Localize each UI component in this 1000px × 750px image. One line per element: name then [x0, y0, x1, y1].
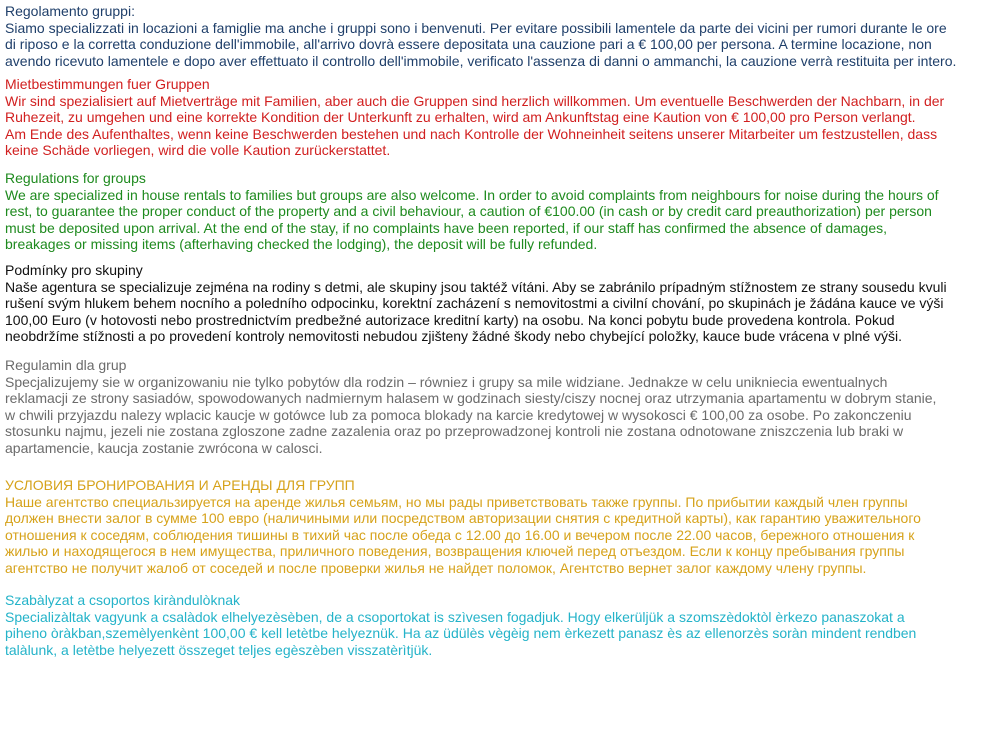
text-line: rušení svým hlukem behem nocního a poledního odpocinku, korektní zacházení s nemovitostmi a civilní chování, po skupinách je žádána kauce ve výši: [5, 295, 944, 311]
text-line: rest, to guarantee the proper conduct of the property and a civil behaviour, a caution of €100.00 (in cash or by credit card preauthorization) per person: [5, 203, 932, 219]
section-italian: [5, 3, 997, 69]
text-line: Wir sind spezialisiert auf Mietverträge mit Familien, aber auch die Gruppen sind herzlich willkommen. Um eventuelle Beschwerden der Nachbarn, in der: [5, 92, 945, 109]
text-line: Naše agentura se specializuje zejména na rodiny s detmi, ale skupiny jsou taktéž vítáni. Aby se zabránilo prípadným stížnostem ze strany sousedu kvuli: [5, 278, 947, 295]
section-title: Mietbestimmungen fuer Gruppen: [5, 76, 210, 92]
text-line: Specializàltak vagyunk a csalàdok elhelyezèsèben, de a csoportokat is szìvesen fogadjuk. Hogy elkerüljük a szomszèdoktòl èrkezo panaszokat a: [5, 608, 905, 625]
text-line: neobdržíme stížnosti a po provedení kontroly nemovitosti nebudou zjišteny žádné škody nebo chybející položky, kauce bude vrácena v plné výši.: [5, 328, 903, 344]
section-title: Regulations for groups: [5, 170, 146, 186]
text-line: отношения к соседям, соблюдения тишины в тихий час после обеда с 12.00 до 16.00 и вечером после 22.00 часов, бережного отношения к: [5, 526, 915, 543]
text-line: Am Ende des Aufenthaltes, wenn keine Beschwerden bestehen und nach Kontrolle der Wohneinheit seitens unserer Mitarbeiter um festzustellen, dass: [5, 125, 938, 142]
text-line: We are specialized in house rentals to families but groups are also welcome. In order to avoid complaints from neighbours for noise during the hours of: [5, 186, 939, 203]
section-polish: [5, 357, 997, 456]
text-line: apartamencie, kaucja zostanie zwrócona w calosci.: [5, 439, 323, 456]
section-english: [5, 170, 997, 253]
text-line: жилью и находящегося в нем имущества, приличного поведения, возвращения ключей перед отъездом. Если к концу пребывания группы: [5, 543, 905, 559]
text-line: stosunku najmu, jezeli nie zostana zgloszone zadne zazalenia oraz po przeprowadzonej kontroli nie zostana odnotowane zniszczenia lub braki w: [5, 423, 904, 439]
text-line: talàlunk, a letètbe helyezett összeget teljes egèszèben visszatèrìtjük.: [5, 641, 433, 658]
text-line: di riposo e la corretta conduzione dell'immobile, all'arrivo dovrà essere depositata una cauzione pari a € 100,00 per persona. A termine locazione, non: [5, 36, 932, 52]
text-line: keine Schäde vorliegen, wird die volle Kaution zurückerstattet.: [5, 142, 391, 158]
text-line: breakages or missing items (afterhaving checked the lodging), the deposit will be fully refunded.: [5, 236, 598, 252]
section-hungarian: [5, 592, 997, 658]
text-line: reklamacji ze strony sasiadów, spowodowanych nadmiernym halasem w godzinach siesty/ciszy nocnej oraz utrzymania apartamentu w dobrym stanie,: [5, 390, 937, 406]
text-line: должен внести залог в сумме 100 евро (наличиными или посредством авторизации снятия с кредитной карты), как гарантию уважительного: [5, 510, 921, 526]
text-line: Наше агентство специальзируется на аренде жилья семьям, но мы рады приветствовать также группы. По прибытии каждый член группы: [5, 493, 908, 510]
section-russian: [5, 477, 997, 576]
text-line: piheno òràkban,szemèlyenkènt 100,00 € kell letètbe helyeznük. Ha az üdülès vègèig nem èrkezett panasz ès az ellenorzès soràn mindent rendben: [5, 625, 917, 641]
section-german: [5, 76, 997, 159]
text-line: агентство не получит жалоб от соседей и после проверки жилья не найдет поломок, Агентство вернет залог каждому члену группы.: [5, 559, 867, 576]
section-title: Regolamento gruppi:: [5, 3, 135, 19]
text-line: Ruhezeit, zu umgehen und eine korrekte Kondition der Unterkunft zu erhalten, wird am Ankunftstag eine Kaution von € 100,00 pro Person verlangt.: [5, 109, 916, 125]
section-czech: [5, 262, 997, 345]
section-title: Podmínky pro skupiny: [5, 262, 143, 278]
section-title: УСЛОВИЯ БРОНИРОВАНИЯ И АРЕНДЫ ДЛЯ ГРУПП: [5, 477, 355, 493]
text-line: must be deposited upon arrival. At the end of the stay, if no complaints have been reported, if our staff has confirmed the absence of damages,: [5, 219, 888, 236]
text-line: Siamo specializzati in locazioni a famiglie ma anche i gruppi sono i benvenuti. Per evitare possibili lamentele da parte dei vicini per rumori durante le ore: [5, 19, 947, 36]
text-line: Specjalizujemy sie w organizowaniu nie tylko pobytów dla rodzin – równiez i grupy sa mile widziane. Jednakze w celu unikniecia ewentualnych: [5, 373, 888, 390]
section-title: Szabàlyzat a csoportos kiràndulòknak: [5, 592, 241, 608]
section-title: Regulamin dla grup: [5, 357, 127, 373]
text-line: avendo ricevuto lamentele e dopo aver effettuato il controllo dell'immobile, verificato l'assenza di danni o ammanchi, la cauzione verrà restituita per intero.: [5, 52, 957, 69]
text-line: w chwili przyjazdu nalezy wplacic kaucje w gotówce lub za pomoca blokady na karcie kredytowej w wysokosci € 100,00 za osobe. Po zakonczeniu: [5, 406, 912, 423]
text-line: 100,00 Euro (v hotovosti nebo prostrednictvím predbežné autorizace kreditní karty) na osobu. Na konci pobytu bude provedena kontrola. Pokud: [5, 311, 895, 328]
